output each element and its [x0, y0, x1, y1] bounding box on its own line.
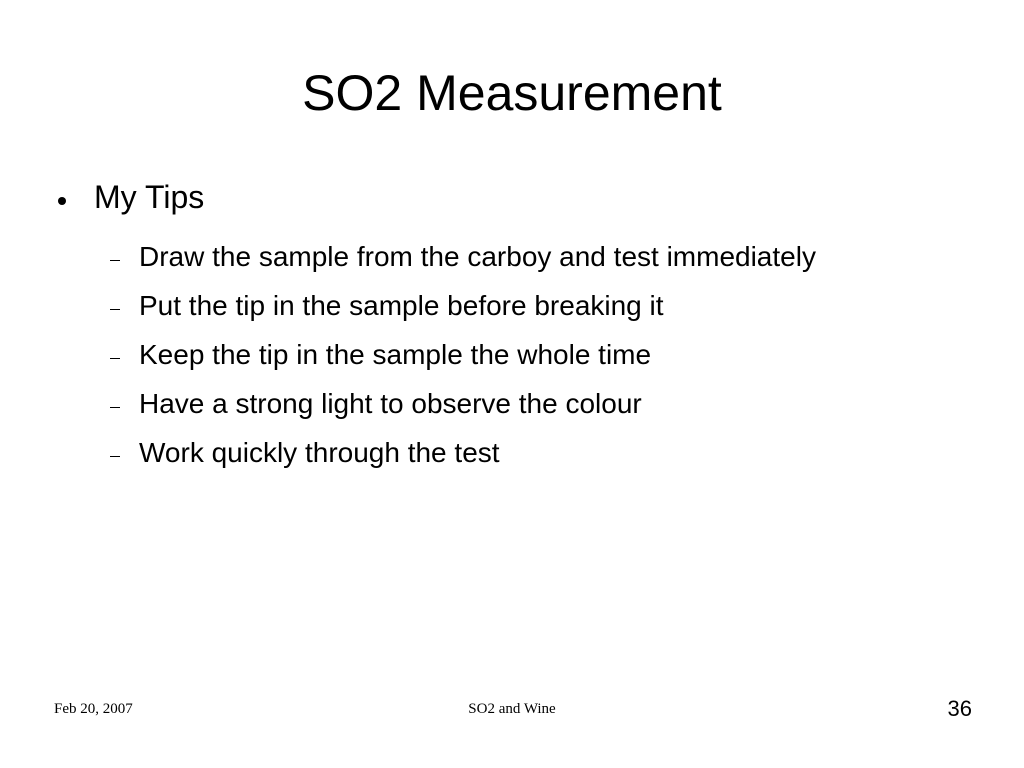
sub-bullet-text: Put the tip in the sample before breaking it	[139, 289, 664, 321]
sub-bullet-item	[110, 428, 816, 477]
dash-bullet-icon	[110, 260, 120, 262]
page-number: 36	[947, 696, 972, 721]
bullet-item	[58, 176, 204, 218]
footer-title: SO2 and Wine	[468, 701, 556, 717]
sub-bullet-text: Work quickly through the test	[139, 436, 500, 468]
sub-bullet-item	[110, 232, 816, 281]
bullet-text: My Tips	[94, 179, 205, 215]
bullet-dot-icon	[58, 197, 66, 205]
sub-bullet-text: Keep the tip in the sample the whole time	[139, 338, 652, 370]
dash-bullet-icon	[110, 358, 120, 360]
footer-date: Feb 20, 2007	[54, 701, 133, 717]
sub-bullet-list	[110, 232, 816, 477]
sub-bullet-text: Draw the sample from the carboy and test immediately	[139, 240, 816, 272]
sub-bullet-text: Have a strong light to observe the colour	[139, 387, 642, 419]
sub-bullet-item	[110, 281, 816, 330]
dash-bullet-icon	[110, 407, 120, 409]
dash-bullet-icon	[110, 456, 120, 458]
slide-title: SO2 Measurement	[302, 65, 722, 121]
sub-bullet-item	[110, 330, 816, 379]
sub-bullet-item	[110, 379, 816, 428]
dash-bullet-icon	[110, 309, 120, 311]
